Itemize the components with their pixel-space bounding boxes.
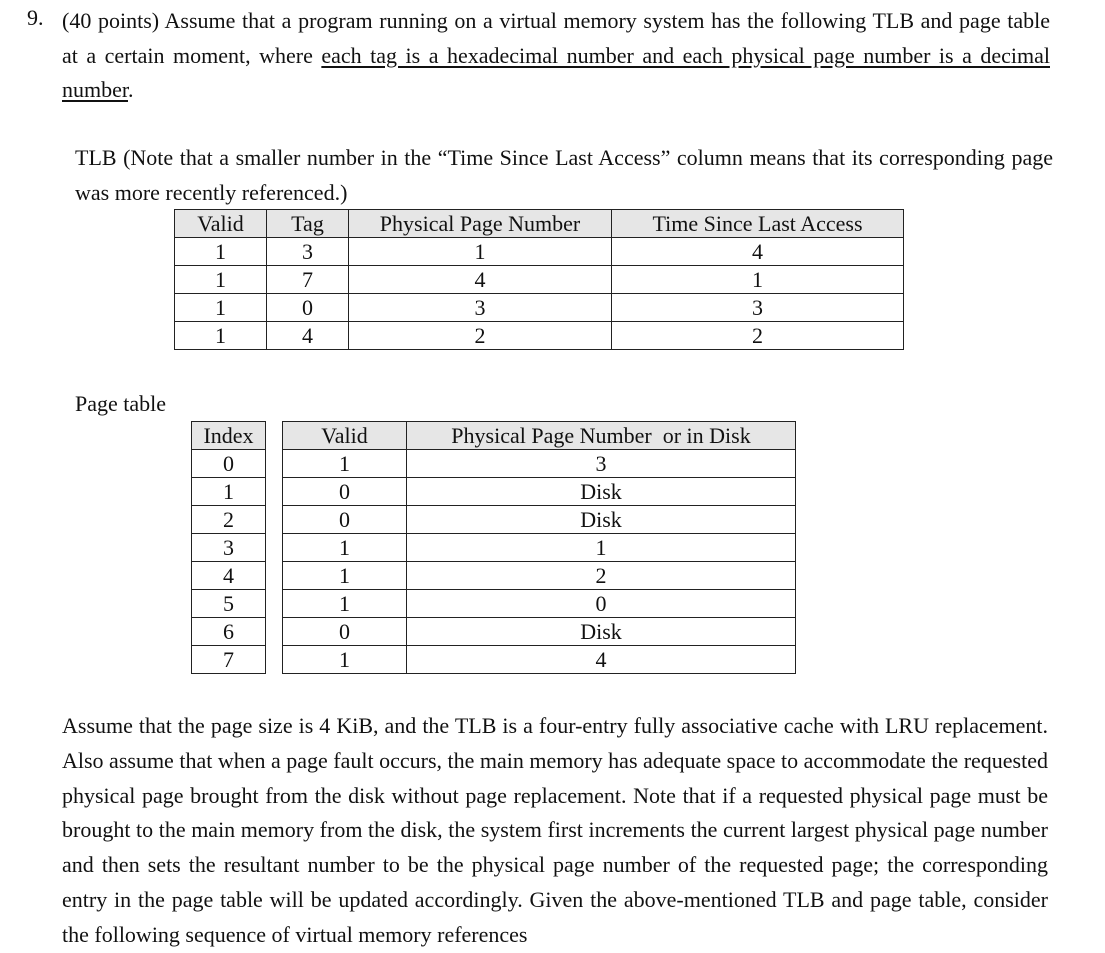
page-table-cell-valid: 0	[283, 478, 407, 506]
question-intro	[62, 4, 1050, 108]
table-row	[175, 266, 904, 294]
table-row	[283, 618, 796, 646]
table-row	[192, 478, 266, 506]
tlb-header-time: Time Since Last Access	[612, 210, 904, 238]
page-table-cell-valid: 0	[283, 506, 407, 534]
tlb-cell-ppn: 4	[349, 266, 612, 294]
tlb-table	[174, 209, 904, 350]
tlb-header-tag: Tag	[267, 210, 349, 238]
tlb-cell-tag: 3	[267, 238, 349, 266]
tlb-cell-time: 4	[612, 238, 904, 266]
page-table-index-cell: 6	[192, 618, 266, 646]
table-row	[175, 322, 904, 350]
table-row	[283, 562, 796, 590]
page-table-index-header-row	[192, 422, 266, 450]
page-table-header-ppn: Physical Page Number or in Disk	[407, 422, 796, 450]
table-row	[283, 450, 796, 478]
tlb-cell-tag: 0	[267, 294, 349, 322]
table-row	[192, 590, 266, 618]
page-table-index-cell: 3	[192, 534, 266, 562]
table-row	[192, 646, 266, 674]
page-table-header-row	[283, 422, 796, 450]
page-table-cell-ppn: Disk	[407, 618, 796, 646]
page-table-header-valid: Valid	[283, 422, 407, 450]
page-table-cell-valid: 1	[283, 590, 407, 618]
page-table-cell-ppn: 2	[407, 562, 796, 590]
tlb-cell-time: 1	[612, 266, 904, 294]
tlb-header-row	[175, 210, 904, 238]
tlb-cell-valid: 1	[175, 322, 267, 350]
table-row	[192, 534, 266, 562]
tlb-cell-valid: 1	[175, 266, 267, 294]
page-table-header-index: Index	[192, 422, 266, 450]
table-row	[283, 506, 796, 534]
page-table-cell-ppn: 0	[407, 590, 796, 618]
tlb-cell-ppn: 1	[349, 238, 612, 266]
table-row	[192, 562, 266, 590]
table-row	[283, 478, 796, 506]
page-table-label: Page table	[75, 391, 167, 416]
question-intro-text: (40 points) Assume that a program running on a virtual memory system has the following TLB and page table at a certain moment, where	[62, 8, 1050, 68]
tlb-cell-time: 3	[612, 294, 904, 322]
page-table-index-cell: 1	[192, 478, 266, 506]
table-row	[283, 646, 796, 674]
page-table	[282, 421, 796, 674]
tlb-header-valid: Valid	[175, 210, 267, 238]
page-table-cell-ppn: Disk	[407, 506, 796, 534]
page-table-cell-ppn: 4	[407, 646, 796, 674]
question-intro-end: .	[128, 77, 134, 102]
page-table-cell-ppn: Disk	[407, 478, 796, 506]
tlb-note: TLB (Note that a smaller number in the “Time Since Last Access” column means that its corresponding page was more recently referenced.)	[75, 145, 1053, 205]
page-table-cell-valid: 1	[283, 450, 407, 478]
table-row	[283, 534, 796, 562]
table-row	[192, 618, 266, 646]
page-table-index-cell: 7	[192, 646, 266, 674]
page-table-cell-ppn: 1	[407, 534, 796, 562]
page-table-index-column	[191, 421, 266, 674]
page-table-index-cell: 5	[192, 590, 266, 618]
question-number: 9.	[27, 5, 44, 30]
page-table-index-cell: 2	[192, 506, 266, 534]
table-row	[192, 450, 266, 478]
page-table-cell-valid: 1	[283, 646, 407, 674]
tlb-cell-valid: 1	[175, 294, 267, 322]
question-underlined-text: each tag is a hexadecimal number and each physical page number is a decimal number	[62, 42, 1050, 102]
page-table-cell-ppn: 3	[407, 450, 796, 478]
page-table-index-cell: 0	[192, 450, 266, 478]
table-row	[175, 294, 904, 322]
table-row	[283, 590, 796, 618]
tlb-cell-time: 2	[612, 322, 904, 350]
tlb-header-ppn: Physical Page Number	[349, 210, 612, 238]
tlb-cell-ppn: 3	[349, 294, 612, 322]
tlb-cell-valid: 1	[175, 238, 267, 266]
page-table-index-cell: 4	[192, 562, 266, 590]
assumptions-paragraph: Assume that the page size is 4 KiB, and the TLB is a four-entry fully associative cache with LRU replacement. Also assume that when a page fault occurs, the main memory has adequate space to accommodate the requested physical page brought from the disk without page replacement. Note that if a requested physical page must be brought to the main memory from the disk, the system first increments the current largest physical page number and then sets the resultant number to be the physical page number of the requested page; the corresponding entry in the page table will be updated accordingly. Given the above-mentioned TLB and page table, consider the following sequence of virtual memory references	[62, 713, 1048, 947]
page-table-cell-valid: 0	[283, 618, 407, 646]
table-row	[175, 238, 904, 266]
tlb-cell-tag: 7	[267, 266, 349, 294]
tlb-cell-ppn: 2	[349, 322, 612, 350]
table-row	[192, 506, 266, 534]
page-table-cell-valid: 1	[283, 562, 407, 590]
tlb-cell-tag: 4	[267, 322, 349, 350]
page-table-cell-valid: 1	[283, 534, 407, 562]
